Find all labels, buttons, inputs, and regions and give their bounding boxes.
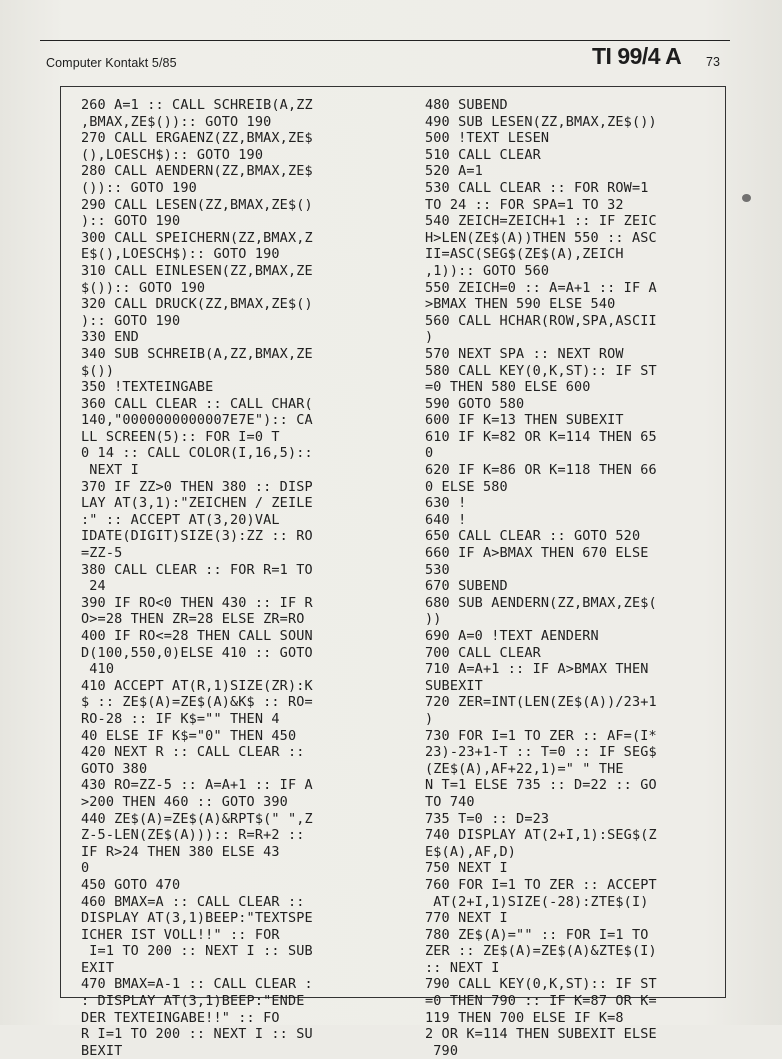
- page-header: [40, 40, 730, 77]
- code-line: ):: GOTO 190: [81, 312, 181, 329]
- brand-title: TI 99/4 A: [592, 43, 682, 69]
- code-line: ,1)):: GOTO 560: [425, 262, 550, 279]
- code-line: 390 IF RO<0 THEN 430 :: IF R: [81, 594, 313, 611]
- code-line: EXIT: [81, 959, 115, 976]
- code-line: IF R>24 THEN 380 ELSE 43: [81, 843, 280, 860]
- code-line: 520 A=1: [425, 163, 483, 180]
- code-line: 540 ZEICH=ZEICH+1 :: IF ZEIC: [425, 213, 657, 230]
- code-line: 450 GOTO 470: [81, 876, 181, 893]
- code-line: 420 NEXT R :: CALL CLEAR ::: [81, 744, 305, 761]
- code-line: : DISPLAY AT(3,1)BEEP:"ENDE: [81, 993, 305, 1010]
- code-line: 140,"0000000000007E7E"):: CA: [81, 412, 313, 429]
- listing-right-column: [425, 97, 721, 1059]
- code-line: 410: [81, 661, 115, 678]
- code-line: 290 CALL LESEN(ZZ,BMAX,ZE$(): [81, 196, 313, 213]
- code-line: 0: [425, 445, 434, 462]
- code-line: H>LEN(ZE$(A))THEN 550 :: ASC: [425, 229, 657, 246]
- code-line: >200 THEN 460 :: GOTO 390: [81, 793, 288, 810]
- code-line: RO-28 :: IF K$="" THEN 4: [81, 710, 280, 727]
- code-line: 660 IF A>BMAX THEN 670 ELSE: [425, 545, 649, 562]
- code-line: 350 !TEXTEINGABE: [81, 379, 214, 396]
- code-line: 460 BMAX=A :: CALL CLEAR ::: [81, 893, 305, 910]
- code-line: LL SCREEN(5):: FOR I=0 T: [81, 428, 280, 445]
- code-line: 440 ZE$(A)=ZE$(A)&RPT$(" ",Z: [81, 810, 313, 827]
- listing-frame: [60, 86, 726, 1059]
- code-line: 280 CALL AENDERN(ZZ,BMAX,ZE$: [81, 163, 313, 180]
- code-line: 570 NEXT SPA :: NEXT ROW: [425, 345, 624, 362]
- code-line: $()):: GOTO 190: [81, 279, 206, 296]
- code-line: 300 CALL SPEICHERN(ZZ,BMAX,Z: [81, 229, 313, 246]
- code-line: 0: [81, 860, 90, 877]
- code-line: 550 ZEICH=0 :: A=A+1 :: IF A: [425, 279, 657, 296]
- code-line: :" :: ACCEPT AT(3,20)VAL: [81, 511, 280, 528]
- code-line: IDATE(DIGIT)SIZE(3):ZZ :: RO: [81, 528, 313, 545]
- code-line: ):: GOTO 190: [81, 213, 181, 230]
- code-line: 690 A=0 !TEXT AENDERN: [425, 628, 599, 644]
- code-line: $()): [81, 362, 115, 379]
- code-line: ): [425, 329, 434, 346]
- code-line: LAY AT(3,1):"ZEICHEN / ZEILE: [81, 495, 313, 512]
- code-line: TO 24 :: FOR SPA=1 TO 32: [425, 196, 624, 213]
- code-line: 790: [425, 1042, 459, 1059]
- listing-left-column: [81, 97, 399, 1059]
- code-line: 470 BMAX=A-1 :: CALL CLEAR :: [81, 976, 313, 993]
- code-line: ,BMAX,ZE$()):: GOTO 190: [81, 113, 272, 130]
- code-line: E$(A),AF,D): [425, 843, 517, 860]
- code-line: 310 CALL EINLESEN(ZZ,BMAX,ZE: [81, 262, 313, 279]
- code-line: 650 CALL CLEAR :: GOTO 520: [425, 528, 641, 545]
- code-line: O>=28 THEN ZR=28 ELSE ZR=RO: [81, 611, 305, 628]
- code-line: DER TEXTEINGABE!!" :: FO: [81, 1009, 280, 1026]
- code-line: 23)-23+1-T :: T=0 :: IF SEG$: [425, 744, 657, 761]
- code-line: 730 FOR I=1 TO ZER :: AF=(I*: [425, 727, 657, 744]
- code-line: I=1 TO 200 :: NEXT I :: SUB: [81, 943, 313, 960]
- code-line: 620 IF K=86 OR K=118 THEN 66: [425, 462, 657, 479]
- code-line: R I=1 TO 200 :: NEXT I :: SU: [81, 1026, 313, 1043]
- code-line: 750 NEXT I: [425, 860, 508, 877]
- code-line: 410 ACCEPT AT(R,1)SIZE(ZR):K: [81, 677, 313, 694]
- code-line: )): [425, 611, 442, 628]
- code-line: 580 CALL KEY(0,K,ST):: IF ST: [425, 362, 657, 379]
- code-line: SUBEXIT: [425, 677, 483, 694]
- code-line: 680 SUB AENDERN(ZZ,BMAX,ZE$(: [425, 594, 657, 611]
- code-line: 710 A=A+1 :: IF A>BMAX THEN: [425, 661, 649, 678]
- ink-smudge: [742, 194, 751, 202]
- code-line: ()):: GOTO 190: [81, 179, 197, 196]
- code-line: 270 CALL ERGAENZ(ZZ,BMAX,ZE$: [81, 130, 313, 147]
- code-line: 24: [81, 578, 106, 595]
- code-line: 735 T=0 :: D=23: [425, 810, 550, 827]
- code-line: Z-5-LEN(ZE$(A))):: R=R+2 ::: [81, 827, 305, 844]
- code-line: 780 ZE$(A)="" :: FOR I=1 TO: [425, 926, 649, 943]
- code-line: 119 THEN 700 ELSE IF K=8: [425, 1009, 624, 1026]
- code-line: 560 CALL HCHAR(ROW,SPA,ASCII: [425, 312, 657, 329]
- code-line: 0 14 :: CALL COLOR(I,16,5)::: [81, 445, 313, 462]
- page-number: 73: [706, 55, 720, 69]
- code-line: 640 !: [425, 511, 467, 528]
- code-line: 500 !TEXT LESEN: [425, 130, 550, 147]
- code-line: 770 NEXT I: [425, 910, 508, 927]
- code-line: 790 CALL KEY(0,K,ST):: IF ST: [425, 976, 657, 993]
- code-line: 360 CALL CLEAR :: CALL CHAR(: [81, 395, 313, 412]
- code-line: 630 !: [425, 495, 467, 512]
- code-line: >BMAX THEN 590 ELSE 540: [425, 296, 616, 313]
- code-line: 610 IF K=82 OR K=114 THEN 65: [425, 428, 657, 445]
- code-line: 260 A=1 :: CALL SCHREIB(A,ZZ: [81, 97, 313, 113]
- code-line: 530 CALL CLEAR :: FOR ROW=1: [425, 179, 649, 196]
- code-line: NEXT I: [81, 462, 139, 479]
- code-line: =0 THEN 790 :: IF K=87 OR K=: [425, 993, 657, 1010]
- code-line: N T=1 ELSE 735 :: D=22 :: GO: [425, 777, 657, 794]
- code-line: BEXIT: [81, 1042, 123, 1059]
- code-line: 530: [425, 561, 450, 578]
- code-line: E$(),LOESCH$):: GOTO 190: [81, 246, 280, 263]
- code-line: 400 IF RO<=28 THEN CALL SOUN: [81, 628, 313, 644]
- publication-title: Computer Kontakt 5/85: [46, 56, 177, 70]
- code-line: GOTO 380: [81, 760, 148, 777]
- code-line: 40 ELSE IF K$="0" THEN 450: [81, 727, 297, 744]
- code-line: 590 GOTO 580: [425, 395, 525, 412]
- code-line: 740 DISPLAY AT(2+I,1):SEG$(Z: [425, 827, 657, 844]
- code-line: 370 IF ZZ>0 THEN 380 :: DISP: [81, 478, 313, 495]
- code-line: 510 CALL CLEAR: [425, 146, 541, 163]
- code-line: (ZE$(A),AF+22,1)=" " THE: [425, 760, 624, 777]
- code-line: ): [425, 710, 434, 727]
- code-line: DISPLAY AT(3,1)BEEP:"TEXTSPE: [81, 910, 313, 927]
- code-line: :: NEXT I: [425, 959, 500, 976]
- code-line: ZER :: ZE$(A)=ZE$(A)&ZTE$(I): [425, 943, 657, 960]
- code-line: 760 FOR I=1 TO ZER :: ACCEPT: [425, 876, 657, 893]
- code-line: TO 740: [425, 793, 475, 810]
- code-line: 330 END: [81, 329, 139, 346]
- code-line: 490 SUB LESEN(ZZ,BMAX,ZE$()): [425, 113, 657, 130]
- code-line: =0 THEN 580 ELSE 600: [425, 379, 591, 396]
- code-line: 380 CALL CLEAR :: FOR R=1 TO: [81, 561, 313, 578]
- code-line: D(100,550,0)ELSE 410 :: GOTO: [81, 644, 313, 661]
- code-line: 340 SUB SCHREIB(A,ZZ,BMAX,ZE: [81, 345, 313, 362]
- code-line: 720 ZER=INT(LEN(ZE$(A))/23+1: [425, 694, 657, 711]
- code-line: 0 ELSE 580: [425, 478, 508, 495]
- code-line: 320 CALL DRUCK(ZZ,BMAX,ZE$(): [81, 296, 313, 313]
- code-line: 2 OR K=114 THEN SUBEXIT ELSE: [425, 1026, 657, 1043]
- code-line: =ZZ-5: [81, 545, 123, 562]
- code-line: $ :: ZE$(A)=ZE$(A)&K$ :: RO=: [81, 694, 313, 711]
- code-line: 480 SUBEND: [425, 97, 508, 113]
- code-line: 700 CALL CLEAR: [425, 644, 541, 661]
- code-line: (),LOESCH$):: GOTO 190: [81, 146, 264, 163]
- code-line: II=ASC(SEG$(ZE$(A),ZEICH: [425, 246, 624, 263]
- code-line: ICHER IST VOLL!!" :: FOR: [81, 926, 280, 943]
- code-line: 600 IF K=13 THEN SUBEXIT: [425, 412, 624, 429]
- code-line: 430 RO=ZZ-5 :: A=A+1 :: IF A: [81, 777, 313, 794]
- code-line: AT(2+I,1)SIZE(-28):ZTE$(I): [425, 893, 649, 910]
- code-line: 670 SUBEND: [425, 578, 508, 595]
